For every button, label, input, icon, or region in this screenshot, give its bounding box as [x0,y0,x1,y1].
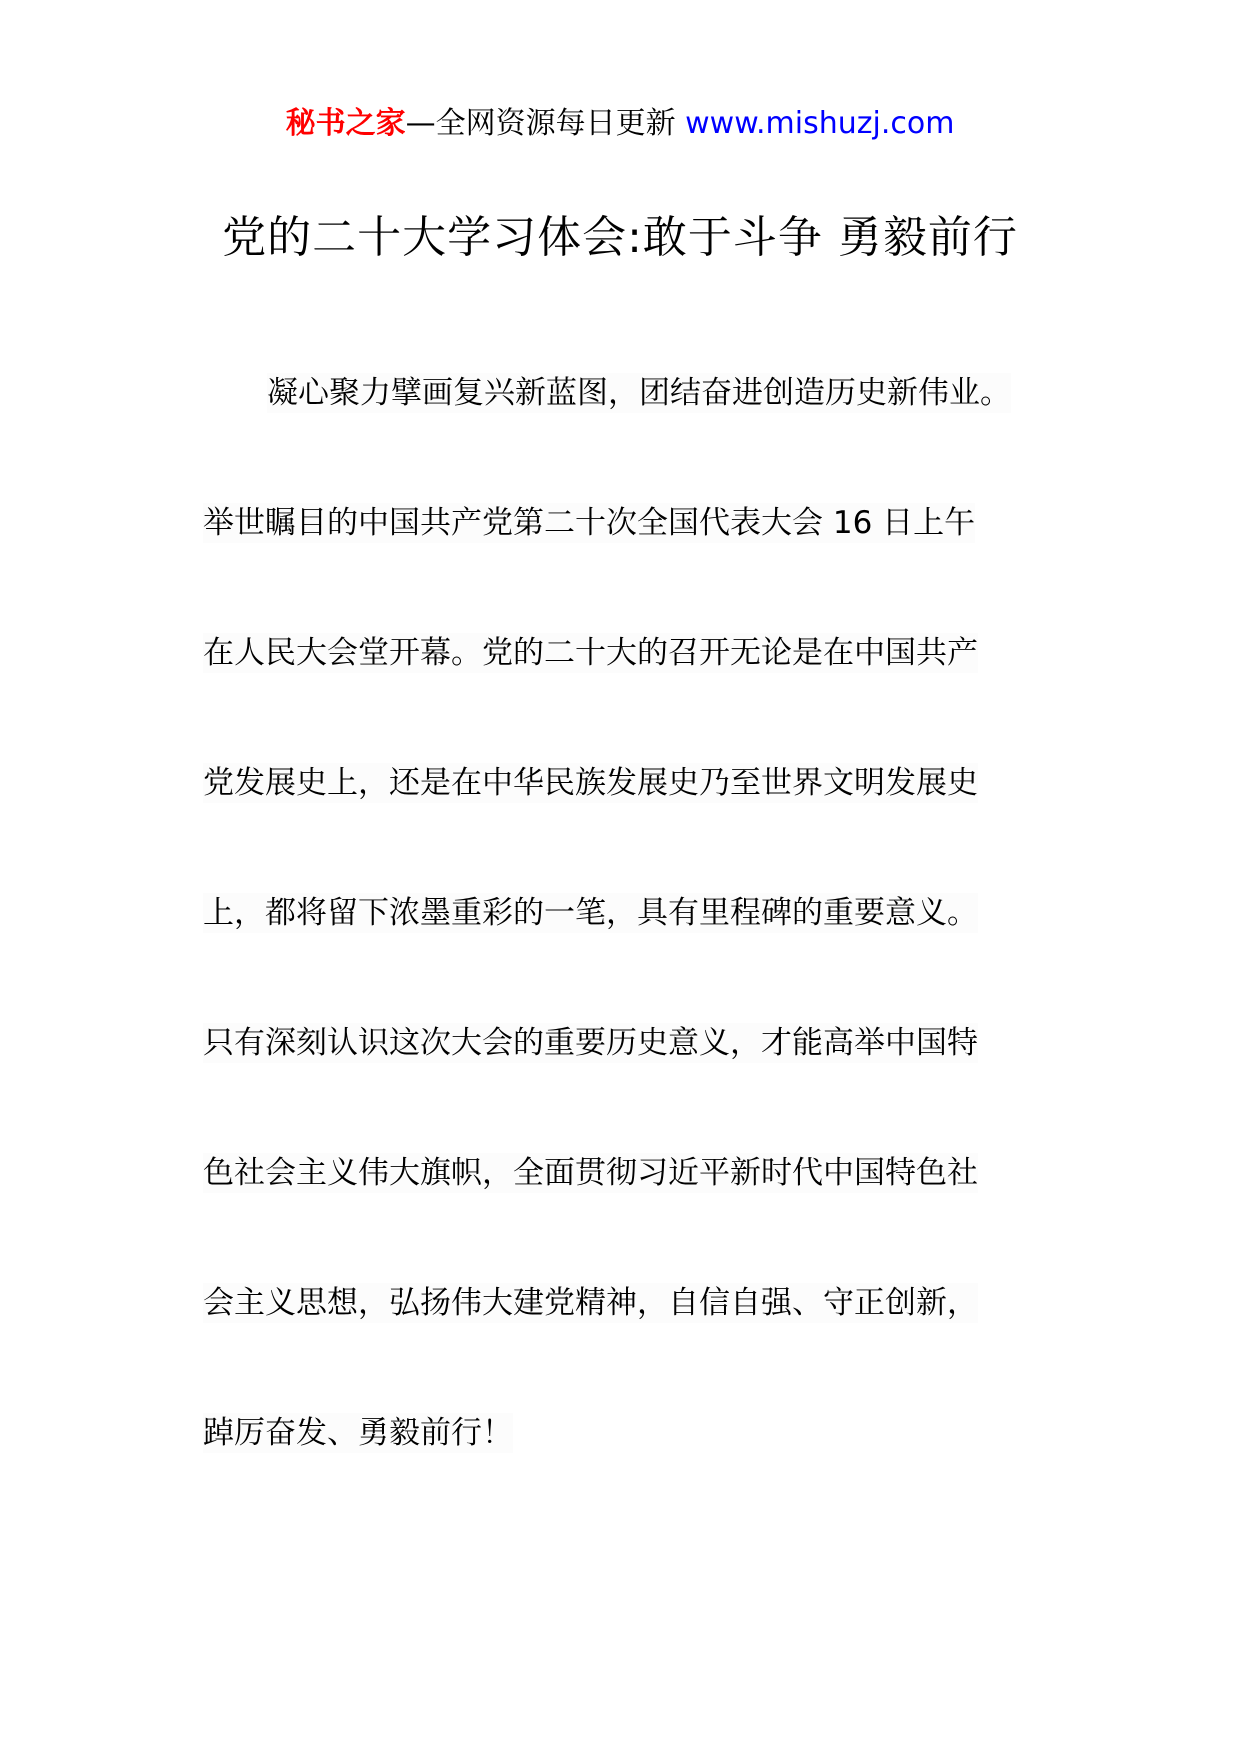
body-line: 色社会主义伟大旗帜，全面贯彻习近平新时代中国特色社 [203,1155,978,1191]
site-url-link[interactable]: www.mishuzj.com [685,106,955,141]
body-line: 踔厉奋发、勇毅前行！ [203,1415,513,1451]
brand-name: 秘书之家 [285,106,406,141]
site-header [0,104,1240,144]
body-line: 凝心聚力擘画复兴新蓝图，团结奋进创造历史新伟业。 [267,375,1011,411]
body-line: 在人民大会堂开幕。党的二十大的召开无论是在中国共产 [203,635,978,671]
body-line: 会主义思想，弘扬伟大建党精神，自信自强、守正创新， [203,1285,978,1321]
body-line: 只有深刻认识这次大会的重要历史意义，才能高举中国特 [203,1025,978,1061]
document-title: 党的二十大学习体会:敢于斗争 勇毅前行 [222,212,1018,263]
header-tagline: —全网资源每日更新 [405,106,676,141]
body-line: 党发展史上，还是在中华民族发展史乃至世界文明发展史 [203,765,978,801]
body-line: 举世瞩目的中国共产党第二十次全国代表大会 16 日上午 [203,505,976,541]
body-line: 上，都将留下浓墨重彩的一笔，具有里程碑的重要意义。 [203,895,978,931]
